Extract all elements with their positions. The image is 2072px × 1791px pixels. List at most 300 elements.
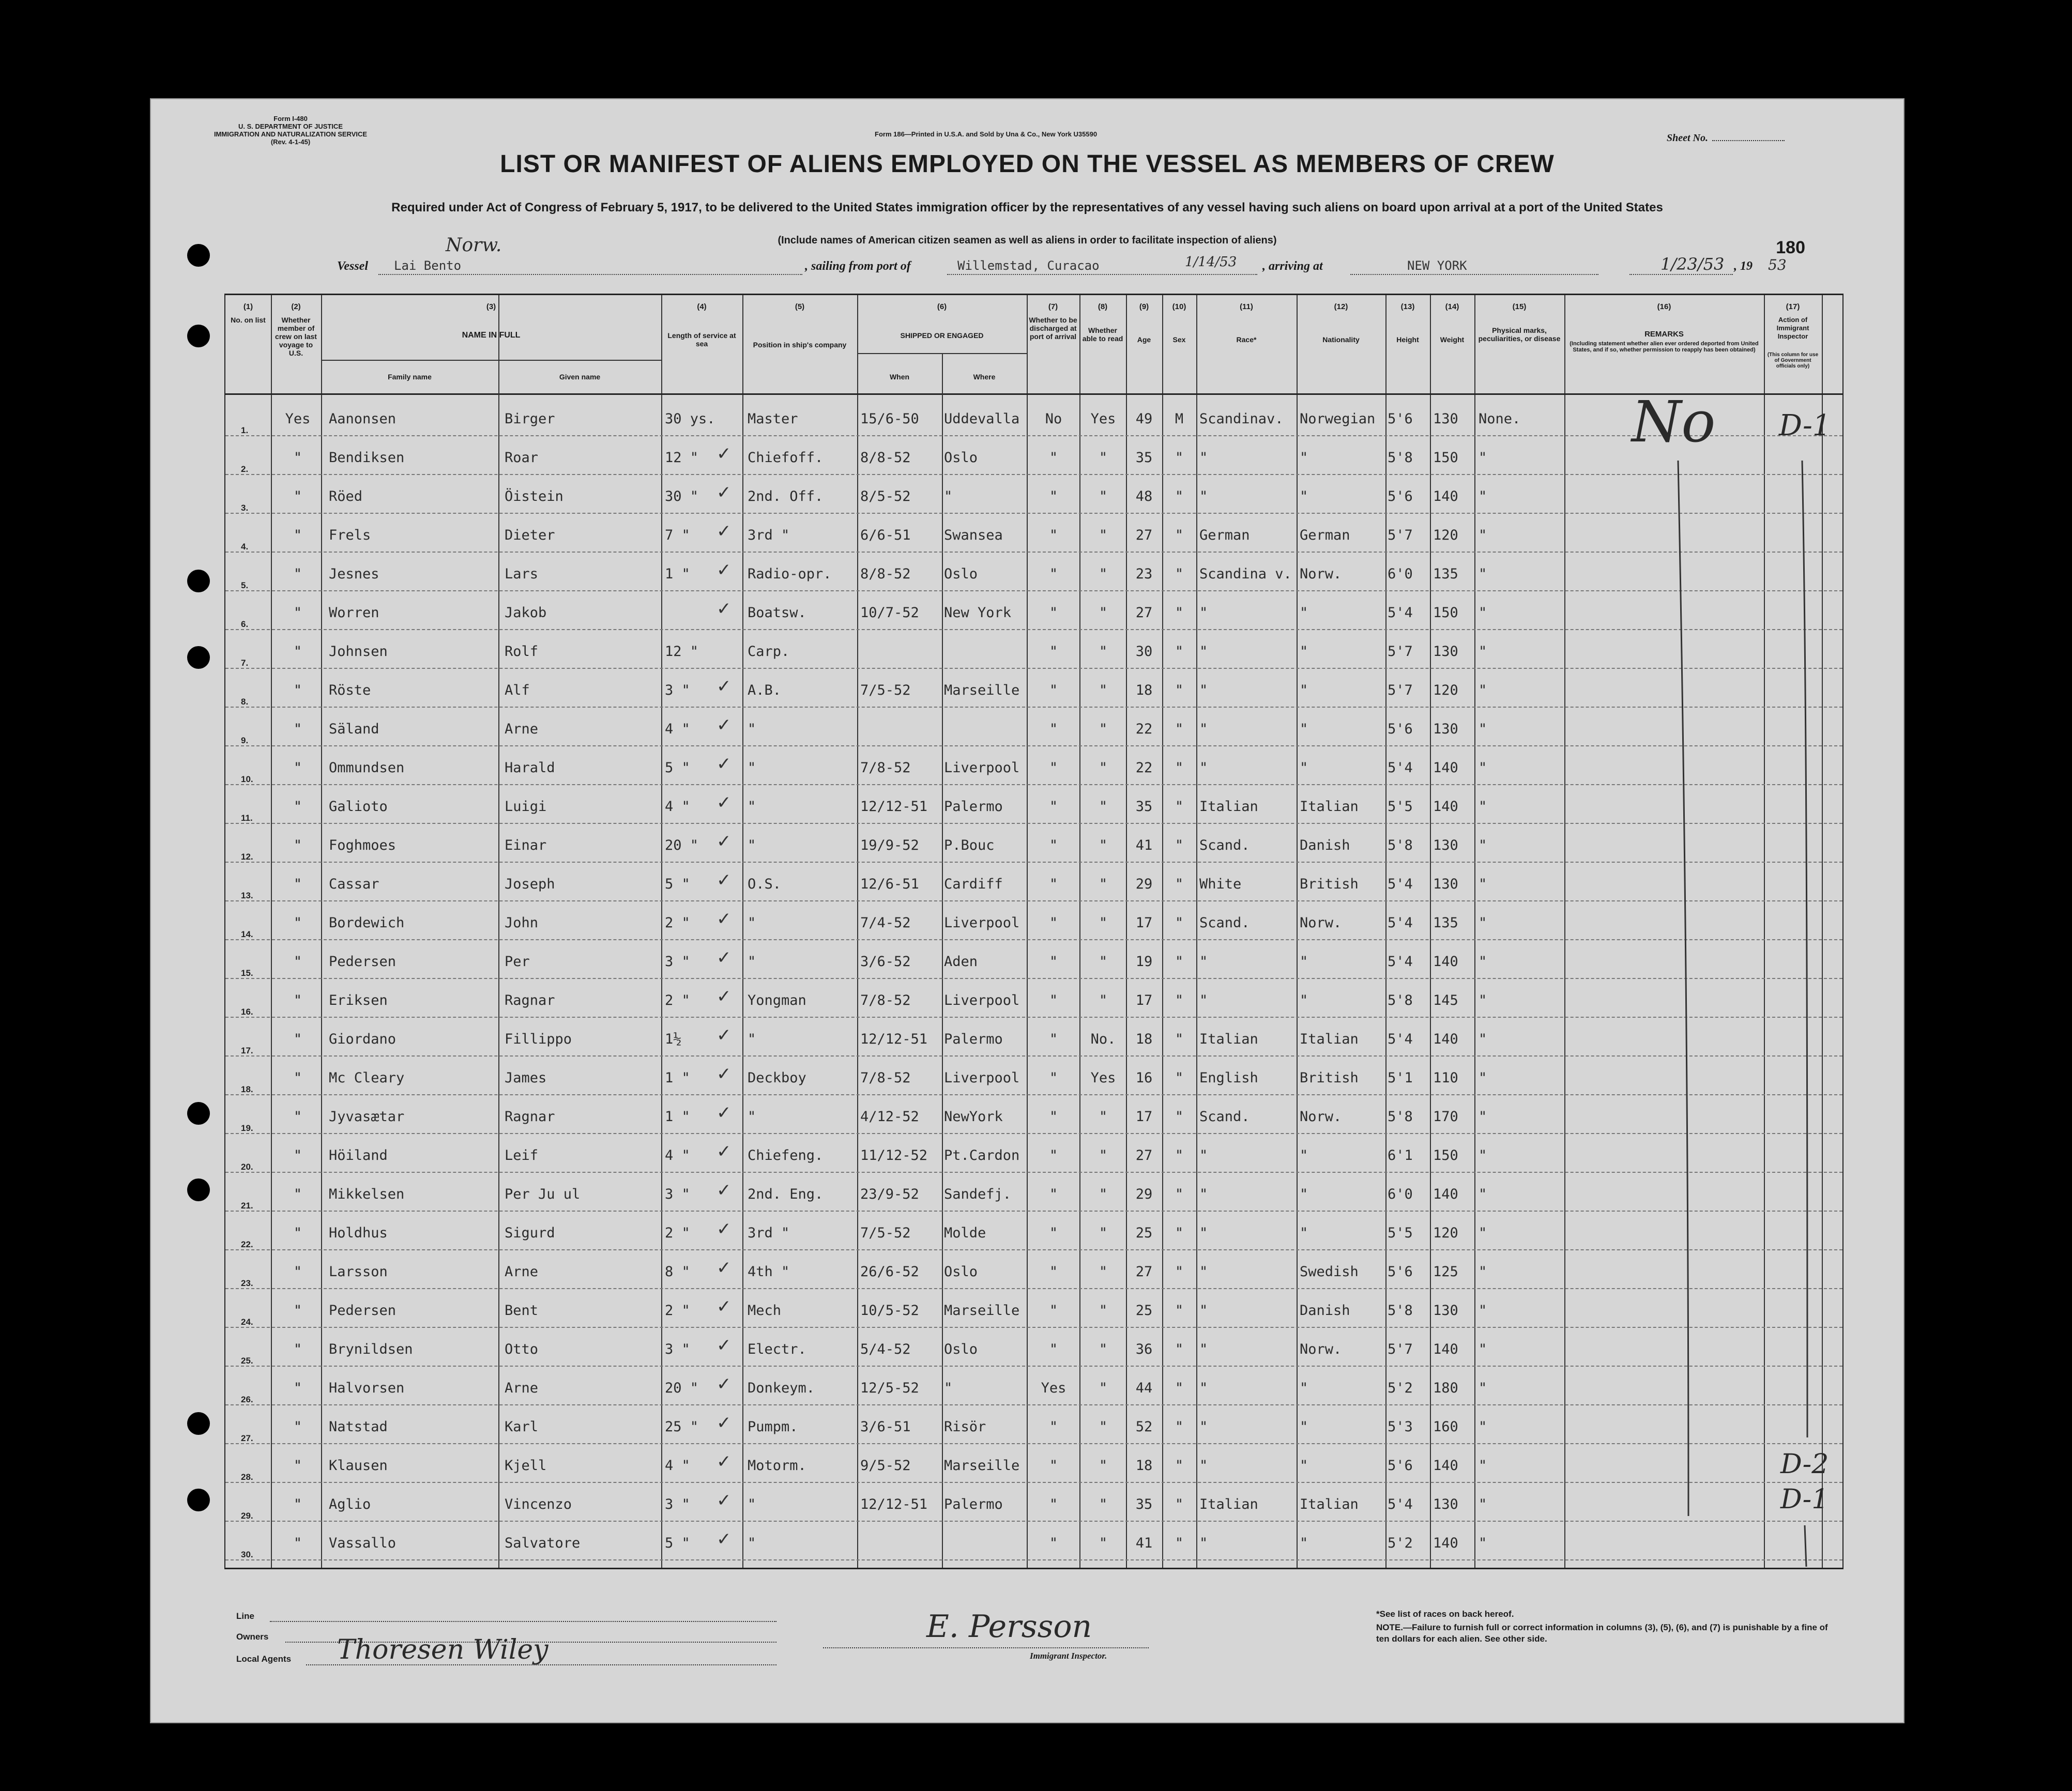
cell-sex: " [1175,1535,1184,1551]
cell-race: " [1199,1264,1208,1280]
cell-weight: 140 [1433,1458,1458,1474]
cell-marks: " [1479,566,1487,582]
cell-position: " [748,1535,756,1551]
inspector-label: Immigrant Inspector. [1030,1651,1107,1661]
cell-read: " [1099,1225,1108,1241]
cell-where: Liverpool [944,992,1020,1008]
cell-sex: " [1175,1109,1184,1125]
cell-given: Bent [505,1303,539,1319]
cell-height: 5'8 [1388,837,1413,853]
cell-position: " [748,721,756,737]
punch-hole [187,1102,210,1125]
cell-given: Otto [505,1341,539,1357]
cell-race: Italian [1199,1031,1258,1047]
col-header-remarks-note: (Including statement whether alien ever ordered deported from United States, and if so, whether permission to reapply has been obtained) [1570,341,1759,353]
punch-hole [187,325,210,347]
cell-where: Oslo [944,1341,978,1357]
cell-where: Aden [944,954,978,970]
cell-when: 10/7-52 [860,605,919,621]
cell-discharged: " [1049,1458,1058,1474]
cell-service: 20 " [665,837,699,853]
footer-agents-label: Local Agents [236,1654,292,1664]
cell-marks: None. [1479,411,1521,427]
cell-given: Dieter [505,527,555,543]
cell-service: 3 " [665,1341,690,1357]
cell-race: " [1199,1380,1208,1396]
cell-read: " [1099,760,1108,776]
tick-mark: ✓ [717,599,732,619]
tick-mark: ✓ [717,1296,732,1317]
cell-height: 5'2 [1388,1380,1413,1396]
cell-read: " [1099,954,1108,970]
cell-when: 12/12-51 [860,799,928,815]
tick-mark: ✓ [717,870,732,891]
cell-where: Marseille [944,1458,1020,1474]
cell-family: Giordano [329,1031,397,1047]
cell-position: " [748,1109,756,1125]
cell-race: Scandina v. [1199,566,1292,582]
tick-mark: ✓ [717,986,732,1007]
punch-hole [187,1412,210,1435]
cell-marks: " [1479,488,1487,504]
cell-given: Ragnar [505,1109,555,1125]
cell-marks: " [1479,1341,1487,1357]
cell-sex: " [1175,799,1184,815]
cell-nationality: Italian [1300,1496,1359,1512]
cell-height: 5'4 [1388,915,1413,931]
row-number: 9. [241,736,249,745]
cell-sex: " [1175,1458,1184,1474]
cell-position: " [748,760,756,776]
cell-last: " [293,954,302,970]
cell-service: 2 " [665,1303,690,1319]
cell-age: 27 [1135,605,1153,621]
cell-nationality: " [1300,1147,1308,1164]
row-number: 15. [241,968,253,978]
col-header-action: Action of Immigrant Inspector [1776,316,1809,340]
cell-given: Joseph [505,876,555,892]
colnum-1: (1) [243,302,253,311]
cell-given: Jakob [505,605,547,621]
cell-read: " [1099,837,1108,853]
cell-family: Röste [329,682,371,698]
cell-service: 1 " [665,1070,690,1086]
cell-service: 30 " [665,488,699,504]
cell-service: 4 " [665,1458,690,1474]
row-number: 27. [241,1433,253,1443]
cell-sex: " [1175,644,1184,660]
cell-given: Per [505,954,530,970]
cell-marks: " [1479,450,1487,466]
cell-service: 1 " [665,1109,690,1125]
cell-last: " [293,527,302,543]
cell-when: 5/4-52 [860,1341,911,1357]
cell-last: " [293,1070,302,1086]
row-number: 3. [241,503,249,513]
row-number: 10. [241,774,253,784]
cell-given: James [505,1070,547,1086]
cell-nationality: " [1300,450,1308,466]
col-header-height: Height [1396,335,1419,344]
cell-position: Electr. [748,1341,806,1357]
cell-race: " [1199,644,1208,660]
row-number: 14. [241,929,253,939]
cell-read: " [1099,1419,1108,1435]
col-header-service: Length of service at sea [667,331,736,348]
cell-age: 17 [1135,992,1153,1008]
cell-last: " [293,915,302,931]
cell-read: Yes [1090,1070,1116,1086]
cell-nationality: Norw. [1300,566,1342,582]
tick-mark: ✓ [717,1064,732,1084]
document-title: LIST OR MANIFEST OF ALIENS EMPLOYED ON THE VESSEL AS MEMBERS OF CREW [500,150,1555,178]
cell-sex: " [1175,1186,1184,1202]
cell-last: " [293,1535,302,1551]
sailing-label: , sailing from port of [805,259,911,273]
cell-family: Frels [329,527,371,543]
cell-discharged: " [1049,1186,1058,1202]
punch-hole [187,1489,210,1511]
cell-given: Arne [505,721,539,737]
cell-height: 5'7 [1388,644,1413,660]
cell-last: " [293,1264,302,1280]
cell-age: 35 [1135,1496,1153,1512]
col-header-race: Race* [1236,335,1257,344]
col-header-last-voyage: Whether member of crew on last voyage to U.S. [275,316,317,357]
cell-when: 7/8-52 [860,760,911,776]
cell-discharged: " [1049,760,1058,776]
tick-mark: ✓ [717,831,732,852]
cell-where: Marseille [944,682,1020,698]
colnum-17: (17) [1786,302,1800,311]
cell-position: " [748,954,756,970]
cell-when: 8/8-52 [860,450,911,466]
document-subnote: (Include names of American citizen seamen as well as aliens in order to facilitate inspection of aliens) [778,235,1277,246]
cell-nationality: British [1300,1070,1359,1086]
cell-weight: 140 [1433,1341,1458,1357]
col-header-nationality: Nationality [1322,335,1360,344]
cell-family: Pedersen [329,954,397,970]
cell-weight: 130 [1433,1496,1458,1512]
cell-read: " [1099,915,1108,931]
cell-race: German [1199,527,1250,543]
cell-position: " [748,1031,756,1047]
cell-last: " [293,566,302,582]
cell-race: " [1199,1341,1208,1357]
cell-read: " [1099,1303,1108,1319]
colnum-10: (10) [1172,302,1186,311]
cell-age: 16 [1135,1070,1153,1086]
cell-given: Leif [505,1147,539,1164]
cell-height: 5'2 [1388,1535,1413,1551]
cell-height: 5'4 [1388,1031,1413,1047]
action-annotation-d2: D-2 [1780,1449,1829,1480]
cell-where: Palermo [944,1496,1003,1512]
cell-last: " [293,1109,302,1125]
cell-discharged: " [1049,915,1058,931]
cell-read: " [1099,644,1108,660]
cell-weight: 110 [1433,1070,1458,1086]
document-subtitle: Required under Act of Congress of February 5, 1917, to be delivered to the United States immigration officer by the representatives of any vessel having such aliens on board upon arrival at a port of the United States [391,201,1663,215]
cell-race: " [1199,1186,1208,1202]
tick-mark: ✓ [717,1025,732,1046]
tick-mark: ✓ [717,1219,732,1239]
cell-last: " [293,1225,302,1241]
cell-when: 7/8-52 [860,992,911,1008]
vessel-annotation: Norw. [446,235,502,256]
tick-mark: ✓ [717,1141,732,1162]
tick-mark: ✓ [717,676,732,697]
colnum-14: (14) [1445,302,1459,311]
row-number: 8. [241,697,249,707]
cell-when: 6/6-51 [860,527,911,543]
cell-weight: 120 [1433,527,1458,543]
vessel-name: Lai Bento [394,258,462,273]
cell-given: Einar [505,837,547,853]
cell-height: 5'4 [1388,605,1413,621]
colnum-13: (13) [1400,302,1415,311]
cell-last: " [293,837,302,853]
col-header-discharged: Whether to be discharged at port of arrival [1029,316,1077,341]
cell-age: 27 [1135,1264,1153,1280]
cell-read: " [1099,566,1108,582]
cell-age: 41 [1135,1535,1153,1551]
cell-last: " [293,1186,302,1202]
year-value: 53 [1768,256,1787,273]
col-header-position: Position in ship's company [753,341,847,349]
cell-family: Larsson [329,1264,388,1280]
cell-when: 9/5-52 [860,1458,911,1474]
cell-when: 3/6-52 [860,954,911,970]
inspector-signature: E. Persson [926,1609,1092,1645]
arrival-date: 1/23/53 [1660,254,1725,274]
tick-mark: ✓ [717,1258,732,1278]
cell-where: New York [944,605,1012,621]
cell-marks: " [1479,1380,1487,1396]
cell-service: 3 " [665,1186,690,1202]
cell-when: 12/12-51 [860,1496,928,1512]
cell-nationality: Italian [1300,1031,1359,1047]
cell-where: Uddevalla [944,411,1020,427]
row-number: 12. [241,852,253,862]
col-header-name: NAME IN FULL [462,331,521,340]
cell-last: Yes [285,411,311,427]
cell-discharged: " [1049,566,1058,582]
cell-weight: 150 [1433,605,1458,621]
cell-age: 22 [1135,760,1153,776]
row-number: 29. [241,1511,253,1521]
cell-discharged: " [1049,876,1058,892]
cell-service: 25 " [665,1419,699,1435]
cell-family: Bendiksen [329,450,405,466]
cell-marks: " [1479,1070,1487,1086]
row-number: 23. [241,1278,253,1288]
cell-discharged: " [1049,1419,1058,1435]
col-header-read: Whether able to read [1082,326,1123,343]
cell-age: 29 [1135,876,1153,892]
cell-nationality: British [1300,876,1359,892]
cell-position: 2nd. Off. [748,488,824,504]
form-number: Form I-480 [273,115,308,123]
cell-nationality: Norw. [1300,915,1342,931]
cell-given: Sigurd [505,1225,555,1241]
cell-weight: 145 [1433,992,1458,1008]
cell-where: Molde [944,1225,986,1241]
cell-race: " [1199,605,1208,621]
cell-last: " [293,1380,302,1396]
row-number: 16. [241,1007,253,1017]
cell-given: Salvatore [505,1535,581,1551]
cell-where: Liverpool [944,915,1020,931]
colnum-11: (11) [1240,302,1253,311]
cell-when: 12/12-51 [860,1031,928,1047]
cell-discharged: " [1049,1070,1058,1086]
cell-last: " [293,1496,302,1512]
cell-marks: " [1479,1535,1487,1551]
cell-last: " [293,605,302,621]
cell-read: " [1099,1535,1108,1551]
cell-read: " [1099,876,1108,892]
cell-last: " [293,1147,302,1164]
cell-position: 3rd " [748,527,790,543]
cell-last: " [293,760,302,776]
cell-age: 44 [1135,1380,1153,1396]
cell-family: Höiland [329,1147,388,1164]
cell-marks: " [1479,799,1487,815]
cell-given: Per Ju ul [505,1186,581,1202]
cell-discharged: " [1049,1225,1058,1241]
cell-given: Roar [505,450,539,466]
cell-last: " [293,1458,302,1474]
year-label: , 19 [1734,259,1753,273]
cell-read: " [1099,527,1108,543]
cell-service: 2 " [665,915,690,931]
cell-when: 4/12-52 [860,1109,919,1125]
cell-sex: " [1175,566,1184,582]
arrival-port: NEW YORK [1407,258,1467,273]
cell-family: Jesnes [329,566,379,582]
cell-discharged: " [1049,799,1058,815]
cell-position: Carp. [748,644,790,660]
tick-mark: ✓ [717,482,732,503]
cell-position: Motorm. [748,1458,806,1474]
cell-when: 12/5-52 [860,1380,919,1396]
cell-when: 10/5-52 [860,1303,919,1319]
cell-when: 8/8-52 [860,566,911,582]
cell-marks: " [1479,760,1487,776]
cell-family: Worren [329,605,379,621]
row-number: 28. [241,1472,253,1482]
cell-read: No. [1090,1031,1116,1047]
cell-height: 5'6 [1388,488,1413,504]
cell-service: 4 " [665,1147,690,1164]
cell-marks: " [1479,954,1487,970]
row-number: 22. [241,1239,253,1249]
cell-marks: " [1479,682,1487,698]
cell-where: Risör [944,1419,986,1435]
row-number: 17. [241,1046,253,1055]
cell-family: Ommundsen [329,760,405,776]
cell-family: Jyvasætar [329,1109,405,1125]
row-number: 13. [241,891,253,900]
cell-given: John [505,915,539,931]
tick-mark: ✓ [717,1451,732,1472]
cell-race: Scand. [1199,915,1250,931]
cell-sex: " [1175,488,1184,504]
cell-weight: 170 [1433,1109,1458,1125]
punch-hole [187,570,210,592]
cell-service: 3 " [665,954,690,970]
cell-weight: 135 [1433,915,1458,931]
cell-nationality: " [1300,644,1308,660]
cell-age: 27 [1135,1147,1153,1164]
cell-weight: 125 [1433,1264,1458,1280]
cell-sex: " [1175,1225,1184,1241]
tick-mark: ✓ [717,1490,732,1511]
row-number: 11. [241,813,253,823]
cell-race: White [1199,876,1242,892]
cell-family: Halvorsen [329,1380,405,1396]
tick-mark: ✓ [717,1335,732,1356]
cell-given: Harald [505,760,555,776]
cell-given: Luigi [505,799,547,815]
cell-nationality: " [1300,721,1308,737]
colnum-5: (5) [795,302,805,311]
cell-discharged: " [1049,644,1058,660]
col-header-number: No. on list [231,316,266,324]
cell-height: 5'8 [1388,1109,1413,1125]
col-header-age: Age [1137,335,1151,344]
cell-when: 15/6-50 [860,411,919,427]
cell-read: " [1099,1380,1108,1396]
agents-signature: Thoresen Wiley [337,1634,549,1665]
cell-read: " [1099,721,1108,737]
cell-family: Bordewich [329,915,405,931]
cell-height: 5'5 [1388,1225,1413,1241]
cell-nationality: " [1300,605,1308,621]
col-header-action-note: (This column for use of Government officials only) [1767,352,1819,369]
cell-age: 22 [1135,721,1153,737]
cell-discharged: " [1049,450,1058,466]
row-number: 7. [241,658,249,668]
arriving-label: , arriving at [1262,259,1323,273]
cell-nationality: " [1300,1225,1308,1241]
cell-discharged: " [1049,954,1058,970]
cell-last: " [293,1419,302,1435]
col-header-shipped: SHIPPED OR ENGAGED [900,331,984,340]
cell-age: 23 [1135,566,1153,582]
cell-position: Radio-opr. [748,566,832,582]
cell-height: 6'0 [1388,1186,1413,1202]
tick-mark: ✓ [717,560,732,580]
cell-height: 6'0 [1388,566,1413,582]
cell-last: " [293,721,302,737]
cell-read: " [1099,1341,1108,1357]
cell-race: " [1199,721,1208,737]
cell-position: Yongman [748,992,806,1008]
cell-height: 5'4 [1388,760,1413,776]
cell-sex: " [1175,721,1184,737]
sheet-number-label: Sheet No. [1667,132,1708,144]
cell-position: Deckboy [748,1070,806,1086]
cell-nationality: " [1300,1535,1308,1551]
remarks-annotation: No [1632,389,1716,455]
cell-family: Foghmoes [329,837,397,853]
manifest-sheet [150,98,1905,1723]
cell-nationality: " [1300,1458,1308,1474]
cell-marks: " [1479,644,1487,660]
row-number: 25. [241,1356,253,1366]
